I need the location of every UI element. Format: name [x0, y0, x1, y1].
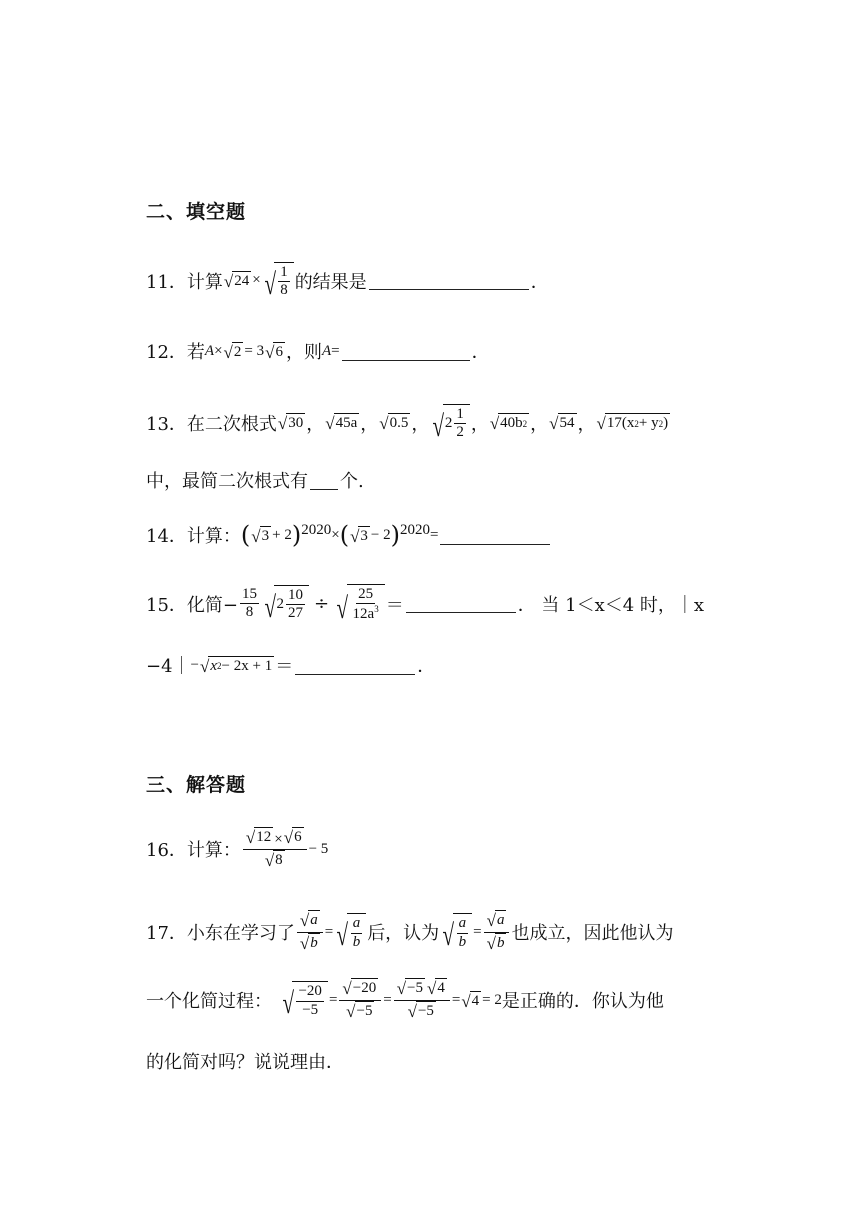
answer-blank[interactable] [440, 526, 550, 545]
radical-4: √ 2 $\frac{1}{2}$ [430, 404, 469, 442]
question-text: ，则 [285, 342, 322, 363]
radical-5: √ 40b 2 [489, 414, 528, 434]
right-paren: ) [390, 521, 400, 549]
times-sign: × [214, 342, 223, 359]
comma: ， [470, 413, 489, 435]
question-15-line-2 [146, 652, 435, 678]
exponent: 2020 [301, 522, 332, 538]
answer-blank[interactable] [369, 271, 529, 290]
question-text: 后，认为 [367, 923, 440, 944]
period: ． [417, 656, 436, 677]
question-text: 在二次根式 [186, 413, 277, 435]
equals-two: = 2 [482, 991, 502, 1008]
question-text: 中，最简二次根式有 [146, 471, 308, 492]
coefficient-fraction: $\frac{15}{8}$ [242, 586, 257, 621]
radical-6: √ 54 [549, 414, 575, 434]
equals-sign: = [430, 526, 439, 543]
minus-sign: − [190, 656, 200, 673]
question-text: 的结果是 [294, 271, 367, 293]
radical-2: √ 45a [325, 414, 358, 434]
sqrt-product-ratio: √ −5 √ 4 √ −5 [394, 978, 450, 1022]
radical-7: √ 17(x 2 + y 2 ) [596, 414, 669, 434]
question-text: 一个化简过程： [146, 991, 272, 1012]
question-number: 11． [146, 271, 187, 293]
minus-expression: − 5 [308, 840, 329, 857]
question-12 [146, 338, 490, 364]
question-text: 若 [186, 342, 205, 363]
question-text: 计算： [186, 840, 241, 861]
question-text: 的化简对吗？说说理由． [146, 1052, 344, 1073]
sqrt-mixed-number: √ 2 $\frac{10}{27}$ [262, 585, 309, 623]
question-text: 化简− [186, 594, 238, 616]
question-text: 小东在学习了 [186, 923, 295, 944]
comma: ， [360, 413, 379, 435]
left-paren: ( [240, 521, 251, 549]
question-17-line-3 [146, 1048, 344, 1074]
equals-sign: = [331, 342, 340, 359]
comma: ， [306, 413, 325, 435]
question-text: 个. [340, 471, 364, 492]
sqrt-expression: √ 24 [223, 272, 250, 292]
comma: ， [411, 413, 430, 435]
radical-1: √ 30 [277, 414, 304, 434]
question-number: 14． [146, 526, 187, 547]
question-11 [146, 262, 549, 300]
variable: A [204, 342, 215, 359]
sqrt-ratio: √ a √ b [484, 910, 510, 954]
question-17 [146, 910, 673, 954]
answer-blank[interactable] [342, 342, 470, 361]
question-16 [146, 827, 328, 871]
sqrt-expression: √ 3 [251, 526, 270, 546]
question-text: ． 当 1＜x＜4 时，｜x [517, 594, 705, 616]
equals-sign: = [383, 991, 392, 1008]
question-text: 是正确的．你认为他 [501, 991, 664, 1012]
answer-blank[interactable] [406, 594, 516, 613]
plus-expression: + 2 [272, 526, 292, 543]
section-heading-fill-blank: 二、填空题 [146, 201, 247, 223]
equals-sign: = [451, 991, 461, 1008]
sqrt-expression: √ 6 [265, 342, 283, 362]
times-sign: × [252, 272, 261, 289]
times-sign: × [331, 526, 340, 543]
section-heading-answer: 三、解答题 [146, 774, 247, 796]
variable: A [321, 342, 332, 359]
sqrt-expression: √ 4 [461, 991, 480, 1011]
sqrt-expression: √ 2 [223, 342, 242, 362]
question-number: 17． [146, 923, 187, 944]
period: ． [471, 342, 490, 363]
question-17-line-2 [146, 978, 664, 1022]
sqrt-fraction: √ $\frac{25}{12a^3}$ [334, 584, 385, 624]
question-number: 15． [146, 594, 187, 616]
right-paren: ) [291, 521, 302, 549]
question-number: 13． [146, 413, 187, 435]
sqrt-of-ratio: √ $\frac{-20}{-5}$ [280, 981, 328, 1019]
sqrt-of-ratio: √ $\frac{a}{b}$ [334, 913, 366, 951]
answer-blank[interactable] [295, 656, 415, 675]
expression-fraction: √ 12 × √ 6 √ 8 [243, 827, 307, 871]
question-13-line-2 [146, 467, 364, 493]
comma: ， [530, 413, 549, 435]
minus-expression: − 2 [370, 526, 391, 543]
equals-expression: = 3 [244, 342, 265, 359]
radical-3: √ 0.5 [379, 414, 409, 434]
question-13 [146, 404, 671, 442]
question-15 [146, 584, 704, 624]
question-text: −4｜ [146, 656, 191, 677]
equals-sign: = [473, 923, 482, 940]
question-14 [146, 522, 552, 548]
sqrt-ratio: √ a √ b [297, 910, 323, 954]
sqrt-ratio: √ −20 √ −5 [339, 978, 381, 1022]
question-text: 也成立，因此他认为 [511, 923, 674, 944]
sqrt-of-ratio: √ $\frac{a}{b}$ [440, 913, 472, 951]
comma: ， [577, 413, 596, 435]
question-number: 12． [146, 342, 187, 363]
question-number: 16． [146, 840, 187, 861]
equals-sign: = [328, 991, 338, 1008]
sqrt-expression: √ 3 [350, 526, 368, 546]
left-paren: ( [339, 521, 350, 549]
divide-sign: ÷ [313, 593, 330, 615]
question-text: 计算： [186, 526, 241, 547]
equals-sign: = [324, 923, 334, 940]
answer-blank[interactable] [310, 471, 338, 490]
equals-sign: ＝ [275, 656, 294, 677]
equals-sign: ＝ [385, 594, 404, 616]
exponent: 2020 [400, 522, 430, 538]
question-text: 计算 [186, 271, 223, 293]
sqrt-fraction: √ $\frac{1}{8}$ [262, 262, 294, 300]
period: ． [530, 271, 549, 293]
sqrt-expression: √ x 2 − 2x + 1 [200, 656, 273, 676]
